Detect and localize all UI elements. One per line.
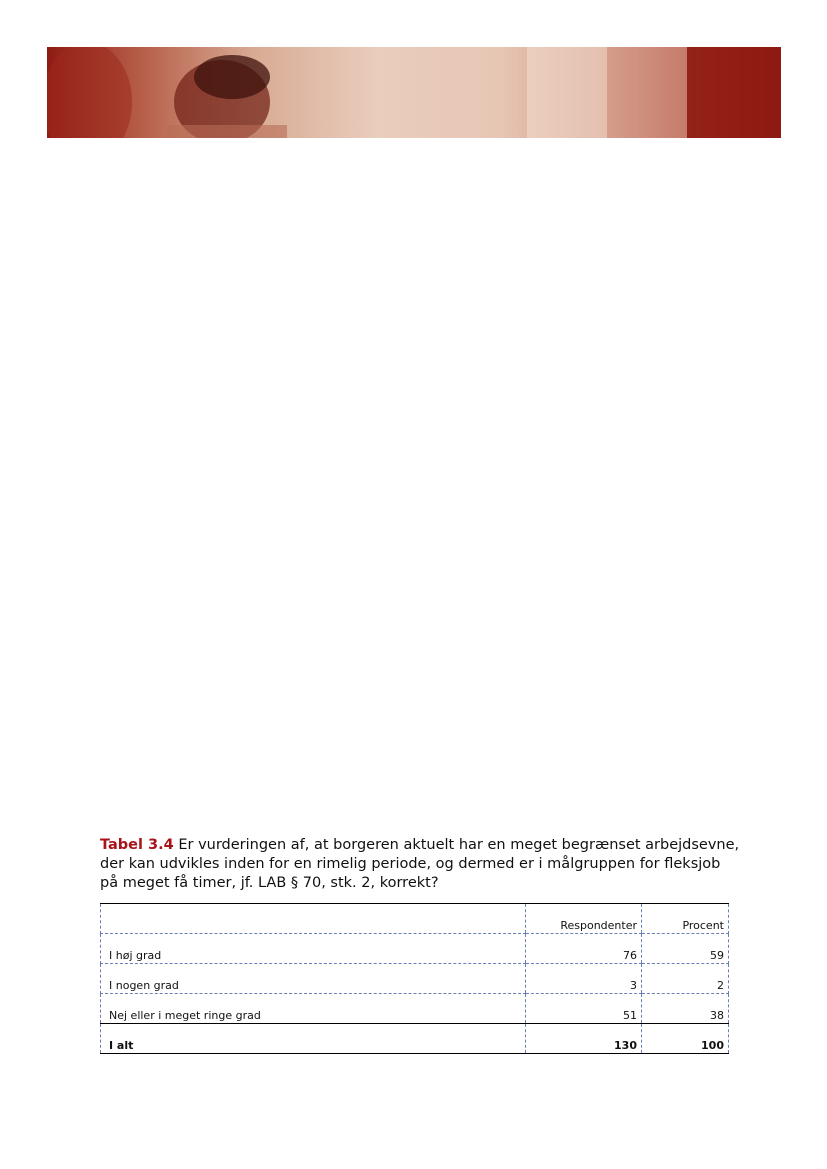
header-banner-photo — [47, 47, 781, 138]
banner-photo-illustration — [47, 47, 781, 138]
table-header-row — [101, 904, 729, 934]
row-label: I høj grad — [101, 934, 526, 964]
total-label: I alt — [101, 1024, 526, 1054]
table-caption — [100, 836, 740, 893]
table-caption-text: Er vurderingen af, at borgeren aktuelt har en meget begrænset arbejdsevne, der kan udvikles inden for en rimelig periode, og dermed er i målgruppen for fleksjob på meget få timer, jf. LAB § 70, stk. 2, korrekt? — [100, 837, 740, 891]
header-label-cell — [101, 904, 526, 934]
total-procent: 100 — [642, 1024, 729, 1054]
row-procent: 2 — [642, 964, 729, 994]
row-respondenter: 76 — [526, 934, 642, 964]
total-respondenter: 130 — [526, 1024, 642, 1054]
row-respondenter: 3 — [526, 964, 642, 994]
table-row — [101, 934, 729, 964]
row-label: I nogen grad — [101, 964, 526, 994]
table-total-row — [101, 1024, 729, 1054]
table-row — [101, 994, 729, 1024]
table-number: Tabel 3.4 — [100, 837, 174, 853]
header-procent: Procent — [642, 904, 729, 934]
row-procent: 38 — [642, 994, 729, 1024]
results-table — [100, 903, 729, 1054]
row-respondenter: 51 — [526, 994, 642, 1024]
header-respondenter: Respondenter — [526, 904, 642, 934]
row-procent: 59 — [642, 934, 729, 964]
table-row — [101, 964, 729, 994]
row-label: Nej eller i meget ringe grad — [101, 994, 526, 1024]
